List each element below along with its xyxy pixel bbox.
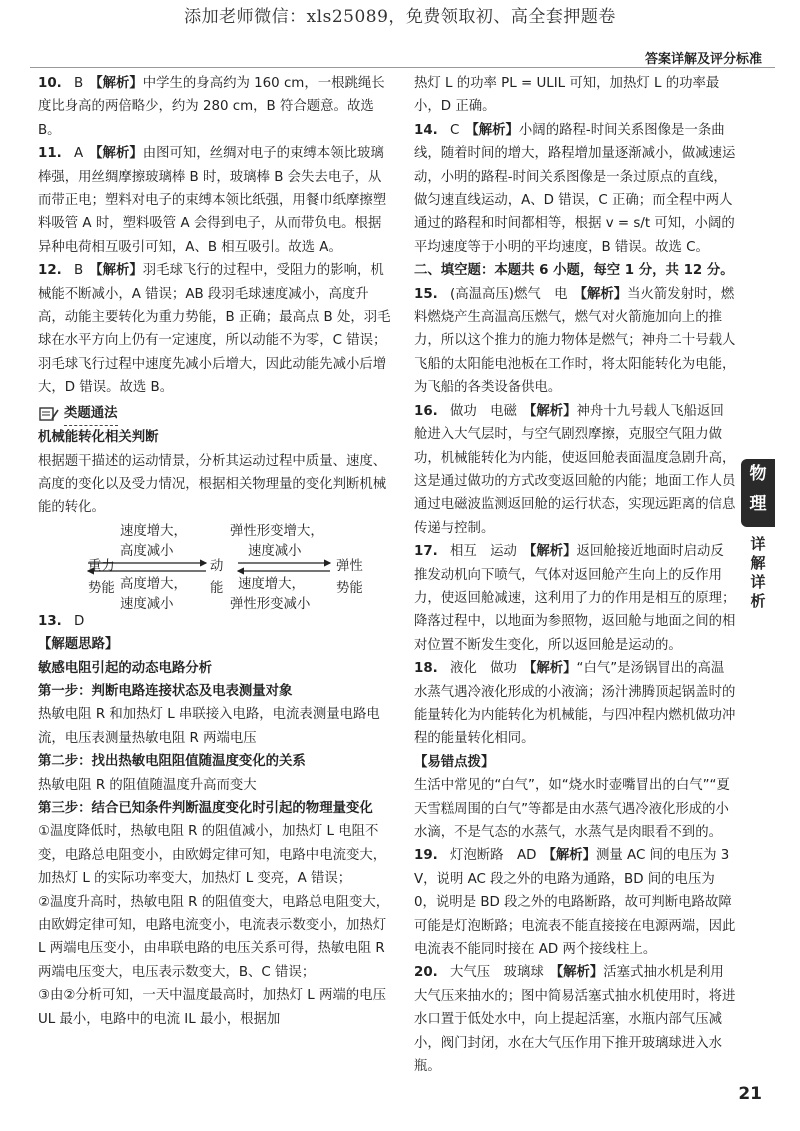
analysis-tag: 【解析】 bbox=[465, 122, 519, 138]
diagram-condition: 高度减小 bbox=[120, 543, 174, 559]
analysis-text: 测量 AC 间的电压为 3 V，说明 AC 段之外的电路为通路，BD 间的电压为 0，说明是 BD 段之外的电路断路，故可判断电路故障可能是灯泡断路；电流表不能直接接在电源两端，因此电流表不能同时接在 AD 两个接线柱上。 bbox=[414, 848, 736, 958]
analysis-text: 返回舱接近地面时启动反推发动机向下喷气，气体对返回舱产生向上的反作用力，使返回舱减速，这利用了力的作用是相互的原理；降落过程中，以地面为参照物，返回舱与地面之间的相对位置不断发生变化，所以返回舱是运动的。 bbox=[414, 544, 736, 653]
analysis-tag: 【解析】 bbox=[89, 263, 143, 279]
analysis-point-2: ②温度升高时，热敏电阻 R 的阻值变大，电路总电阻变大，由欧姆定律可知，电路电流变小，电流表示数变小，加热灯 L 两端电压变小，由串联电路的电压关系可得，热敏电阻 R 两端电压变大，电压表示数变大，B、C 错误； bbox=[38, 894, 390, 980]
notepad-icon bbox=[38, 406, 60, 422]
diagram-condition: 速度减小 bbox=[248, 543, 302, 559]
question-number: 17. bbox=[414, 544, 438, 560]
analysis-text: 羽毛球飞行的过程中，受阻力的影响，机械能不断减小，A 错误；AB 段羽毛球速度减小，高度升高，动能主要转化为重力势能，B 正确；最高点 B 处，羽毛球在水平方向上仍有一定速度，所以动能不为零，C 错误；羽毛球飞行过程中速度先减小后增大，因此动能先减小后增大，D 错误。故选 B。 bbox=[38, 263, 391, 396]
analysis-tag: 【解析】 bbox=[89, 146, 143, 162]
kinetic-text: 动能 bbox=[210, 558, 224, 596]
step-1-text: 热敏电阻 R 和加热灯 L 串联接入电路，电流表测量电路电流，电压表测量热敏电阻 R 两端电压 bbox=[38, 707, 380, 746]
analysis-tag: 【解析】 bbox=[573, 286, 628, 302]
page-header-title: 答案详解及评分标准 bbox=[644, 52, 762, 67]
question-12 bbox=[38, 259, 394, 399]
diagram-condition: 速度减小 bbox=[120, 596, 174, 612]
topic-title: 敏感电阻引起的动态电路分析 bbox=[38, 660, 213, 676]
answer: 做功 电磁 bbox=[450, 403, 517, 419]
question-15 bbox=[414, 283, 736, 400]
question-number: 13. bbox=[38, 613, 62, 629]
energy-conversion-diagram bbox=[38, 522, 394, 610]
analysis-point-3: ③由②分析可知，一天中温度最高时，加热灯 L 两端的电压 UL 最小，电路中的电流 IL 最小，根据加 bbox=[38, 988, 386, 1027]
section-title: 二、填空题：本题共 6 小题，每空 1 分，共 12 分。 bbox=[414, 263, 734, 279]
question-16 bbox=[414, 400, 736, 540]
analysis-tag: 【解析】 bbox=[89, 76, 143, 91]
page-number: 21 bbox=[738, 1084, 762, 1104]
analysis-tag: 【解析】 bbox=[549, 965, 604, 981]
diagram-condition: 速度增大， bbox=[120, 523, 187, 539]
analysis-text: 中学生的身高约为 160 cm，一根跳绳长度比身高的两倍略少，约为 280 cm，B 符合题意。故选 B。 bbox=[38, 76, 385, 138]
error-tip-tag: 【易错点拨】 bbox=[414, 754, 495, 770]
tip-label: 类题通法 bbox=[64, 402, 118, 426]
question-10 bbox=[38, 72, 394, 142]
analysis-tag: 【解析】 bbox=[542, 848, 596, 864]
step-1-title: 第一步：判断电路连接状态及电表测量对象 bbox=[38, 683, 293, 699]
answer: B bbox=[74, 263, 84, 279]
question-number: 10. bbox=[38, 76, 62, 91]
header-divider bbox=[30, 67, 775, 68]
step-2-text: 热敏电阻 R 的阻值随温度升高而变大 bbox=[38, 777, 257, 793]
question-number: 12. bbox=[38, 263, 62, 279]
thinking-tag: 【解题思路】 bbox=[38, 637, 119, 653]
answer: C bbox=[450, 122, 460, 138]
elastic-potential-label bbox=[336, 556, 364, 600]
question-14 bbox=[414, 119, 736, 259]
tip-title: 机械能转化相关判断 bbox=[38, 430, 159, 446]
diagram-condition: 弹性形变减小 bbox=[230, 596, 311, 612]
answer: (高温高压)燃气 电 bbox=[450, 286, 568, 302]
kinetic-label bbox=[210, 556, 224, 600]
question-number: 16. bbox=[414, 403, 438, 419]
diagram-condition: 高度增大， bbox=[120, 576, 187, 592]
question-11 bbox=[38, 142, 394, 259]
analysis-text: 神舟十九号载人飞船返回舱进入大气层时，与空气剧烈摩擦，克服空气阻力做功，机械能转化为内能，使返回舱表面温度急剧升高，这是通过做功的方式改变返回舱的内能；地面工作人员通过电磁波监测返回舱的运行状态，实现远距离的信息传递与控制。 bbox=[414, 403, 736, 536]
question-number: 20. bbox=[414, 965, 438, 981]
gravity-potential-label bbox=[88, 556, 116, 600]
analysis-text: 当火箭发射时，燃料燃烧产生高温高压燃气，燃气对火箭施加向上的推力，所以这个推力的施力物体是燃气；神舟二十号载人飞船的太阳能电池板在工作时，将太阳能转化为电能，为飞船的各类设备供电。 bbox=[414, 286, 736, 396]
analysis-text: 活塞式抽水机是利用大气压来抽水的；图中简易活塞式抽水机使用时，将进水口置于低处水中，向上提起活塞，水瓶内部气压减小，阀门封闭，水在大气压作用下推开玻璃球进入水瓶。 bbox=[414, 965, 736, 1075]
section-side-label: 详解详析 bbox=[750, 535, 766, 610]
analysis-tag: 【解析】 bbox=[522, 544, 577, 560]
step-3-title: 第三步：结合已知条件判断温度变化时引起的物理量变化 bbox=[38, 800, 373, 816]
question-13-continued: 热灯 L 的功率 PL = ULIL 可知，加热灯 L 的功率最小，D 正确。 bbox=[414, 76, 720, 115]
answer: D bbox=[74, 613, 85, 629]
analysis-point-1: ①温度降低时，热敏电阻 R 的阻值减小，加热灯 L 电阻不变，电路总电阻变小，由欧姆定律可知，电路中电流变大，加热灯 L 的实际功率变大，加热灯 L 变亮，A 错误； bbox=[38, 824, 387, 887]
tip-text: 根据题干描述的运动情景，分析其运动过程中质量、速度、高度的变化以及受力情况，根据相关物理量的变化判断机械能的转化。 bbox=[38, 453, 387, 516]
answer: 相互 运动 bbox=[450, 544, 517, 560]
subject-tab-label: 物理 bbox=[749, 464, 767, 514]
question-number: 15. bbox=[414, 286, 438, 302]
error-tip-text: 生活中常见的“白气”，如“烧水时壶嘴冒出的白气”“夏天雪糕周围的白气”等都是由水蒸气遇冷液化形成的小水滴，不是气态的水蒸气，水蒸气是肉眼看不到的。 bbox=[414, 778, 730, 840]
answer: 灯泡断路 AD bbox=[450, 848, 537, 864]
answer: 大气压 玻璃球 bbox=[450, 965, 544, 981]
subject-tab bbox=[741, 459, 775, 527]
answer: 液化 做功 bbox=[450, 661, 517, 677]
answer: B bbox=[74, 76, 84, 91]
diagram-condition: 弹性形变增大， bbox=[230, 523, 324, 539]
promo-banner: 添加老师微信：xls25089，免费领取初、高全套押题卷 bbox=[184, 7, 616, 27]
left-column bbox=[38, 72, 394, 1031]
analysis-tag: 【解析】 bbox=[522, 403, 577, 419]
method-tip bbox=[38, 402, 394, 426]
diagram-condition: 速度增大， bbox=[238, 576, 305, 592]
question-17 bbox=[414, 540, 736, 657]
question-19 bbox=[414, 844, 736, 961]
question-number: 14. bbox=[414, 122, 438, 138]
question-number: 11. bbox=[38, 146, 62, 162]
analysis-text: 小阔的路程-时间关系图像是一条曲线，随着时间的增大，路程增加量逐渐减小，做减速运动，小明的路程-时间关系图像是一条过原点的直线，做匀速直线运动，A、D 错误，C 正确；而全程中两人通过的路程和时间都相等，根据 v = s/t 可知，小阔的平均速度等于小明的平均速度，B 错误。故选 C。 bbox=[414, 122, 736, 255]
question-number: 19. bbox=[414, 848, 438, 864]
question-13 bbox=[38, 610, 394, 633]
question-number: 18. bbox=[414, 661, 438, 677]
analysis-text: “白气”是汤锅冒出的高温水蒸气遇冷液化形成的小液滴；汤汁沸腾顶起锅盖时的能量转化为内能转化为机械能，与四冲程内燃机做功冲程的能量转化相同。 bbox=[414, 661, 736, 747]
question-18 bbox=[414, 657, 736, 751]
step-2-title: 第二步：找出热敏电阻阻值随温度变化的关系 bbox=[38, 754, 306, 770]
question-20 bbox=[414, 961, 736, 1078]
gravity-potential-text: 重力势能 bbox=[88, 558, 115, 596]
analysis-tag: 【解析】 bbox=[522, 661, 577, 677]
analysis-text: 由图可知，丝绸对电子的束缚本领比玻璃棒强，用丝绸摩擦玻璃棒 B 时，玻璃棒 B 会失去电子，从而带正电；塑料对电子的束缚本领比纸强，用餐巾纸摩擦塑料吸管 A 时，塑料吸管 A 会得到电子，从而带负电。根据异种电荷相互吸引可知，A、B 相互吸引。故选 A。 bbox=[38, 146, 387, 255]
answer: A bbox=[74, 146, 84, 162]
elastic-potential-text: 弹性势能 bbox=[336, 558, 363, 596]
right-column bbox=[414, 72, 736, 1078]
